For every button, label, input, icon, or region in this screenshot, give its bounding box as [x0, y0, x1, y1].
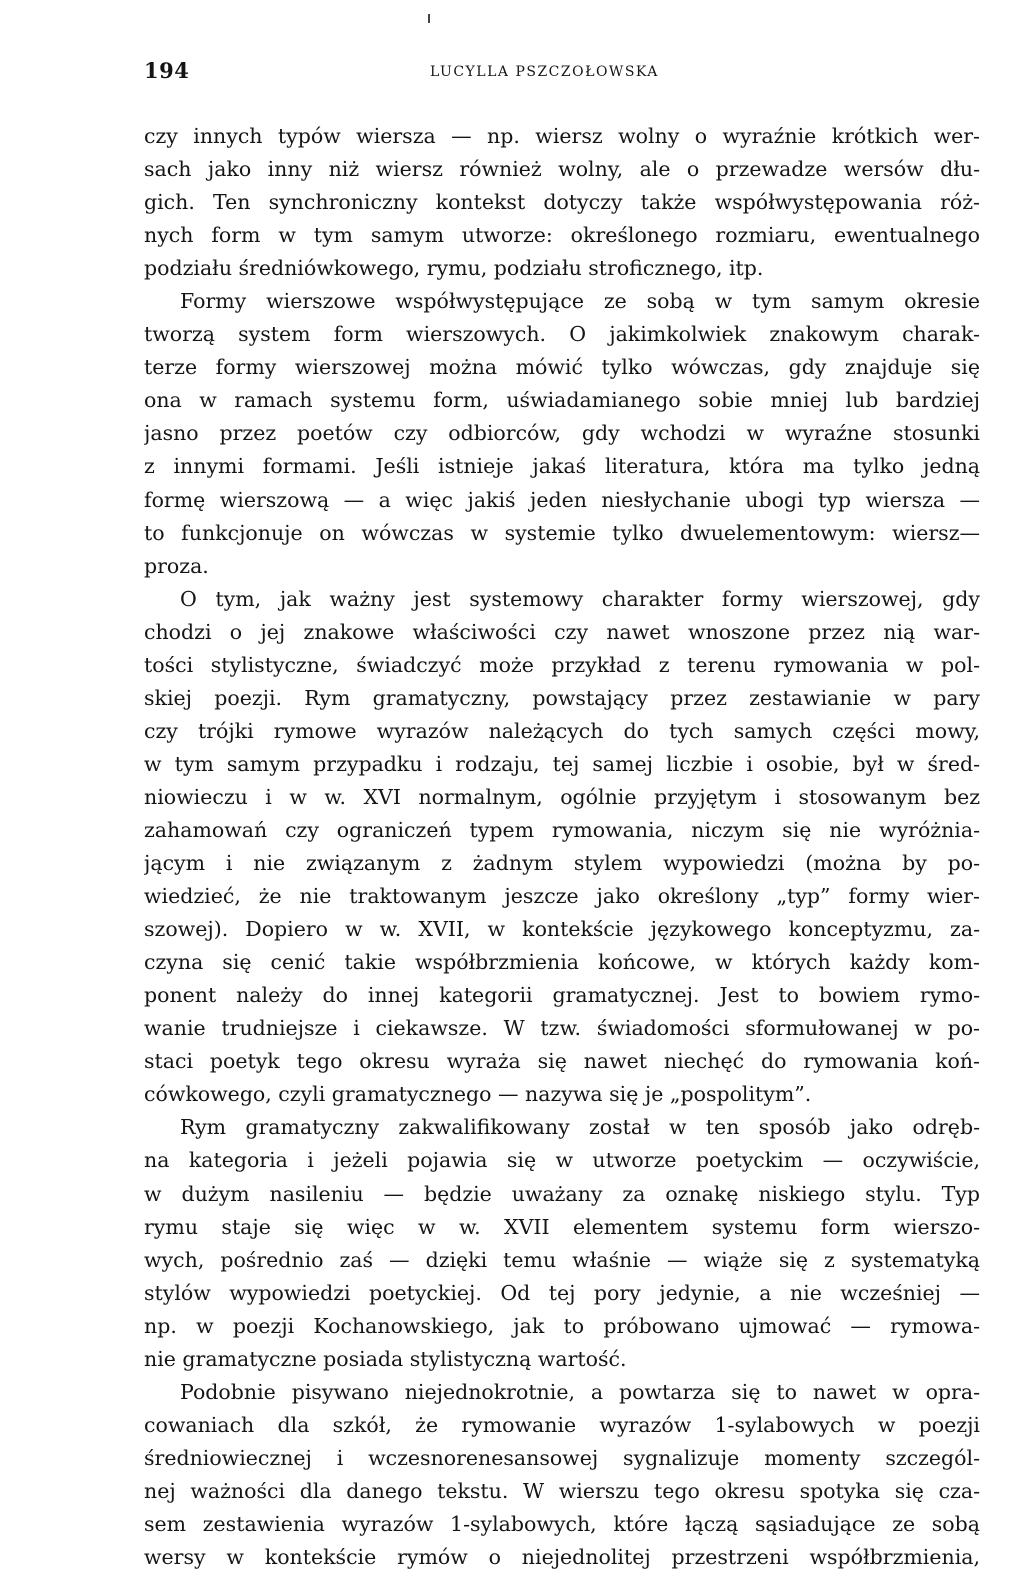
text-line: staci poetyk tego okresu wyraża się nawet niechęć do rymowania koń- [144, 1049, 980, 1074]
page-number: 194 [144, 58, 190, 83]
text-line: ponent należy do innej kategorii gramatycznej. Jest to bowiem rymo- [144, 983, 980, 1008]
text-line: tości stylistyczne, świadczyć może przykład z terenu rymowania w pol- [144, 652, 980, 677]
text-line: w tym samym przypadku i rodzaju, tej samej liczbie i osobie, był w śred- [144, 751, 980, 776]
text-line: czy innych typów wiersza — np. wiersz wolny o wyraźnie krótkich wer- [144, 124, 980, 148]
text-line: nej ważności dla danego tekstu. W wierszu tego okresu spotyka się cza- [144, 1478, 980, 1503]
body-text [144, 120, 980, 1574]
text-line: Rym gramatyczny zakwalifikowany został w ten sposób jako odręb- [180, 1115, 980, 1140]
text-line: niowieczu i w w. XVI normalnym, ogólnie przyjętym i stosowanym bez [144, 784, 980, 809]
text-line: jącym i nie związanym z żadnym stylem wypowiedzi (można by po- [144, 851, 980, 876]
text-line: szowej). Dopiero w w. XVII, w kontekście językowego konceptyzmu, za- [144, 917, 980, 942]
text-line: z innymi formami. Jeśli istnieje jakaś literatura, która ma tylko jedną [144, 454, 980, 479]
text-line: Formy wierszowe współwystępujące ze sobą w tym samym okresie [180, 289, 980, 314]
text-line: w dużym nasileniu — będzie uważany za oznakę niskiego stylu. Typ [144, 1181, 980, 1206]
text-line: tworzą system form wierszowych. O jakimkolwiek znakowym charak- [144, 322, 980, 347]
text-line: cowaniach dla szkół, że rymowanie wyrazów 1-sylabowych w poezji [144, 1412, 980, 1437]
text-line: wanie trudniejsze i ciekawsze. W tzw. świadomości sformułowanej w po- [144, 1016, 980, 1041]
text-line: wersy w kontekście rymów o niejednolitej przestrzeni współbrzmienia, [144, 1545, 980, 1570]
text-line: nie gramatyczne posiada stylistyczną wartość. [144, 1346, 627, 1371]
text-line: cówkowego, czyli gramatycznego — nazywa się je „pospolitym”. [144, 1082, 812, 1107]
page-header [144, 58, 984, 88]
text-line: gich. Ten synchroniczny kontekst dotyczy także współwystępowania róż- [144, 190, 980, 215]
text-line: średniowiecznej i wczesnorenesansowej sygnalizuje momenty szczegól- [144, 1445, 980, 1470]
text-line: czy trójki rymowe wyrazów należących do tych samych części mowy, [144, 718, 980, 743]
text-line: skiej poezji. Rym gramatyczny, powstający przez zestawianie w pary [144, 685, 980, 710]
text-line: podziału średniówkowego, rymu, podziału stroficznego, itp. [144, 256, 764, 281]
text-line: O tym, jak ważny jest systemowy charakter formy wierszowej, gdy [180, 586, 980, 611]
text-line: proza. [144, 553, 209, 578]
text-line: sach jako inny niż wiersz również wolny, ale o przewadze wersów dłu- [144, 157, 980, 182]
text-line: nych form w tym samym utworze: określonego rozmiaru, ewentualnego [144, 223, 980, 248]
text-line: czyna się cenić takie współbrzmienia końcowe, w których każdy kom- [144, 950, 980, 975]
text-line: chodzi o jej znakowe właściwości czy nawet wnoszone przez nią war- [144, 619, 980, 644]
text-line: terze formy wierszowej można mówić tylko wówczas, gdy znajduje się [144, 355, 980, 380]
text-line: np. w poezji Kochanowskiego, jak to próbowano ujmować — rymowa- [144, 1313, 980, 1338]
text-line: formę wierszową — a więc jakiś jeden niesłychanie ubogi typ wiersza — [144, 487, 980, 512]
text-line: Podobnie pisywano niejednokrotnie, a powtarza się to nawet w opra- [180, 1379, 980, 1404]
text-line: sem zestawienia wyrazów 1-sylabowych, które łączą sąsiadujące ze sobą [144, 1511, 980, 1536]
text-line: wych, pośrednio zaś — dzięki temu właśnie — wiąże się z systematyką [144, 1247, 980, 1272]
text-line: na kategoria i jeżeli pojawia się w utworze poetyckim — oczywiście, [144, 1148, 980, 1173]
text-line: stylów wypowiedzi poetyckiej. Od tej pory jedynie, a nie wcześniej — [144, 1280, 980, 1305]
text-line: rymu staje się więc w w. XVII elementem systemu form wierszo- [144, 1214, 980, 1239]
text-line: zahamowań czy ograniczeń typem rymowania, niczym się nie wyróżnia- [144, 817, 980, 842]
text-line: jasno przez poetów czy odbiorców, gdy wchodzi w wyraźne stosunki [144, 421, 980, 446]
text-line: to funkcjonuje on wówczas w systemie tylko dwuelementowym: wiersz— [144, 520, 980, 545]
text-line: wiedzieć, że nie traktowanym jeszcze jako określony „typ” formy wier- [144, 884, 980, 909]
text-line: ona w ramach systemu form, uświadamianego sobie mniej lub bardziej [144, 388, 980, 413]
running-head: LUCYLLA PSZCZOŁOWSKA [430, 64, 659, 80]
print-speck [428, 14, 430, 23]
